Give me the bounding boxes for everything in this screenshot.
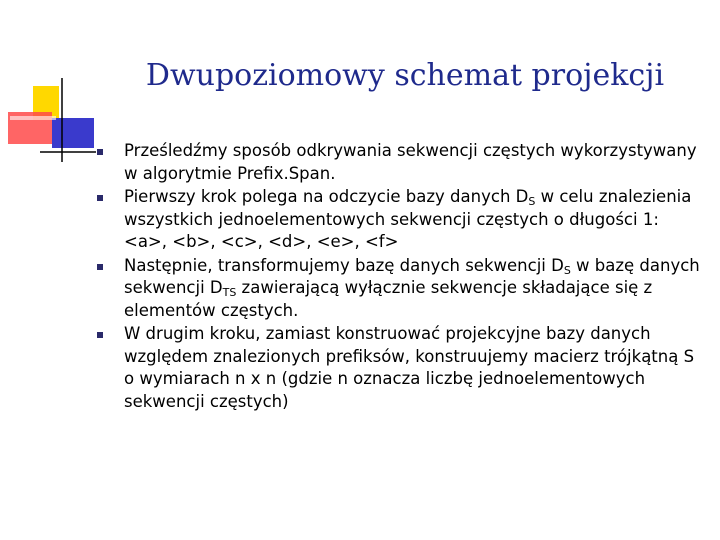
square-bullet-icon [97,149,103,155]
bullet-text: W drugim kroku, zamiast konstruować projekcyjne bazy danych względem znalezionych prefiksów, konstruujemy macierz trójkątną S o wymiarach n x n (gdzie n oznacza liczbę jednoelementowych sekwencji częstych) [124,324,695,411]
bullet-list [96,140,700,414]
bullet-item [96,140,700,185]
bullet-item [96,186,700,254]
bullet-text-part: w celu znalezienia wszystkich jednoelementowych sekwencji częstych o długości 1: <a>, <b>, <c>, <d>, <e>, <f> [124,187,692,251]
bullet-text-part: Pierwszy krok polega na odczycie bazy danych D [124,187,529,206]
square-bullet-icon [97,264,103,270]
highlight-bar [10,116,56,120]
blue-square [52,118,94,148]
bullet-item [96,255,700,323]
bullet-text-part: Następnie, transformujemy bazę danych sekwencji D [124,255,564,275]
subscript: TS [222,286,237,299]
subscript: S [528,195,536,208]
square-bullet-icon [97,195,103,201]
bullet-text-part: w bazę danych sekwencji D [124,255,700,297]
square-bullet-icon [97,332,103,338]
subscript: S [563,263,571,277]
decorative-squares [0,0,100,170]
slide-title: Dwupoziomowy schemat projekcji [145,58,665,93]
bullet-text: Prześledźmy sposób odkrywania sekwencji częstych wykorzystywany w algorytmie Prefix.Span. [124,141,697,183]
bullet-text-part: zawierającą wyłącznie sekwencje składające się z elementów częstych. [124,278,653,320]
bullet-item [96,323,700,413]
